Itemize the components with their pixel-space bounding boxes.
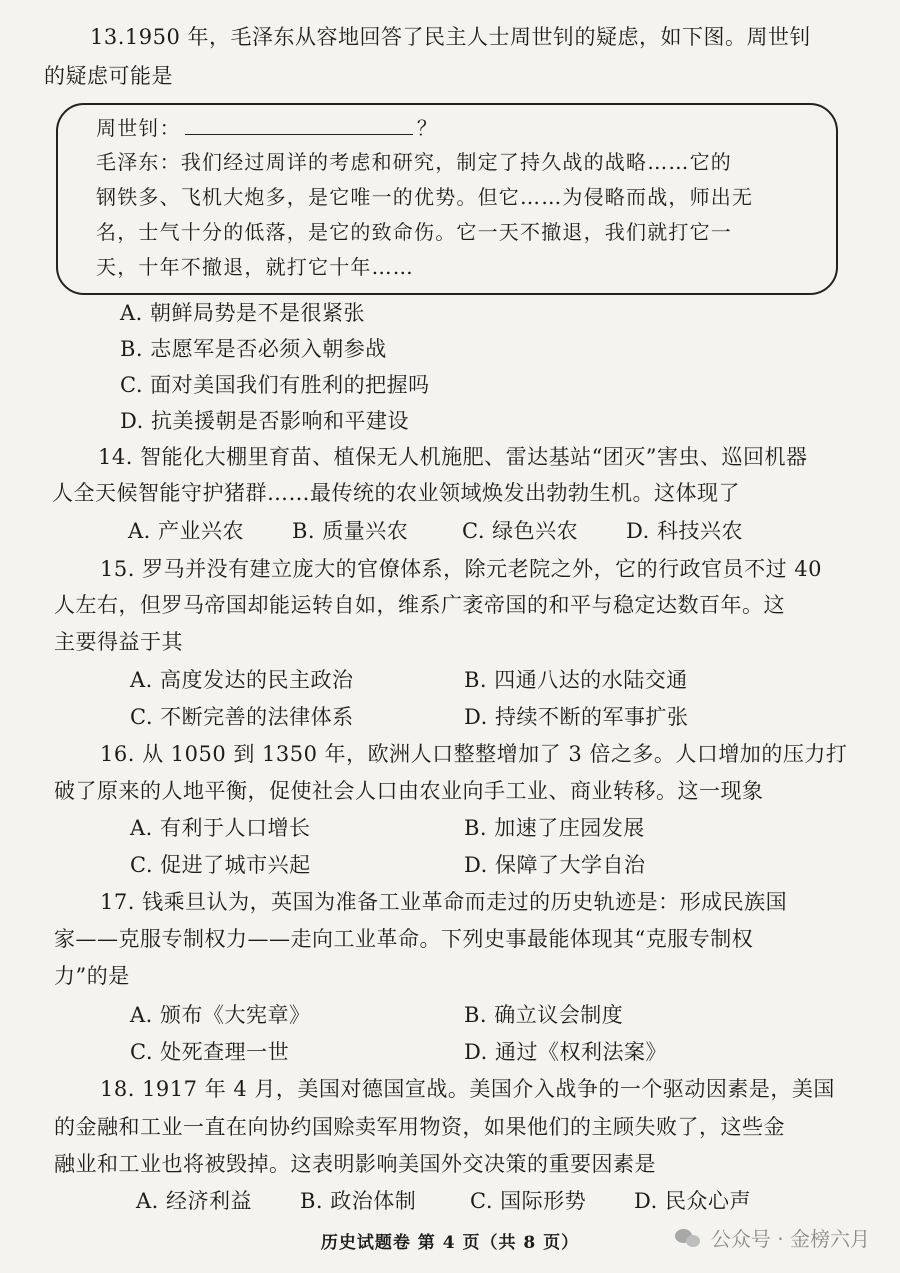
q13-option-c: C. 面对美国我们有胜利的把握吗 — [120, 373, 430, 397]
q13-stem-line2: 的疑虑可能是 — [44, 64, 173, 88]
q15-option-a: A. 高度发达的民主政治 — [130, 668, 354, 692]
watermark-text: 公众号 · 金榜六月 — [710, 1227, 870, 1251]
q14-option-d: D. 科技兴农 — [626, 519, 743, 543]
q13-option-a: A. 朝鲜局势是不是很紧张 — [120, 301, 366, 325]
q18-option-a: A. 经济利益 — [136, 1189, 253, 1213]
wechat-icon — [675, 1227, 703, 1249]
q13-dialog-box — [56, 103, 838, 295]
dialog-question-mark: ？ — [416, 116, 439, 140]
q14-stem-line2: 人全天候智能守护猪群……最传统的农业领域焕发出勃勃生机。这体现了 — [52, 481, 740, 505]
watermark — [675, 1223, 870, 1252]
q16-stem-line1: 16. 从 1050 到 1350 年，欧洲人口整整增加了 3 倍之多。人口增加的压力打 — [100, 742, 848, 766]
q13-stem-line1: 13.1950 年，毛泽东从容地回答了民主人士周世钊的疑虑，如下图。周世钊 — [90, 25, 812, 49]
q15-stem-line2: 人左右，但罗马帝国却能运转自如，维系广袤帝国的和平与稳定达数百年。这 — [54, 593, 785, 617]
q18-option-c: C. 国际形势 — [470, 1189, 587, 1213]
dialog-line-5: 天，十年不撤退，就打它十年…… — [96, 255, 414, 279]
q17-option-c: C. 处死查理一世 — [130, 1040, 290, 1064]
q13-option-d: D. 抗美援朝是否影响和平建设 — [120, 409, 409, 433]
q15-option-c: C. 不断完善的法律体系 — [130, 705, 354, 729]
q17-option-d: D. 通过《权利法案》 — [464, 1040, 667, 1064]
q17-stem-line1: 17. 钱乘旦认为，英国为准备工业革命而走过的历史轨迹是：形成民族国 — [100, 890, 788, 914]
q16-option-a: A. 有利于人口增长 — [130, 816, 311, 840]
q14-option-b: B. 质量兴农 — [292, 519, 409, 543]
q17-option-a: A. 颁布《大宪章》 — [130, 1003, 311, 1027]
q16-option-b: B. 加速了庄园发展 — [464, 816, 645, 840]
q17-stem-line2: 家——克服专制权力——走向工业革命。下列史事最能体现其“克服专制权 — [54, 927, 754, 951]
dialog-blank — [185, 114, 413, 135]
q16-stem-line2: 破了原来的人地平衡，促使社会人口由农业向手工业、商业转移。这一现象 — [54, 779, 764, 803]
q18-stem-line2: 的金融和工业一直在向协约国赊卖军用物资，如果他们的主顾失败了，这些金 — [54, 1115, 785, 1139]
q16-option-c: C. 促进了城市兴起 — [130, 853, 311, 877]
q14-option-c: C. 绿色兴农 — [462, 519, 579, 543]
q16-option-d: D. 保障了大学自治 — [464, 853, 646, 877]
dialog-line-4: 名，士气十分的低落，是它的致命伤。它一天不撤退，我们就打它一 — [96, 220, 732, 244]
q17-stem-line3: 力”的是 — [54, 964, 130, 988]
q15-stem-line1: 15. 罗马并没有建立庞大的官僚体系，除元老院之外，它的行政官员不过 40 — [100, 557, 822, 581]
q18-option-d: D. 民众心声 — [634, 1189, 751, 1213]
q15-option-d: D. 持续不断的军事扩张 — [464, 705, 689, 729]
page-footer: 历史试题卷 第 4 页（共 8 页） — [320, 1233, 580, 1253]
q15-stem-line3: 主要得益于其 — [54, 630, 183, 654]
dialog-line-1 — [96, 113, 438, 143]
q18-option-b: B. 政治体制 — [300, 1189, 417, 1213]
q14-stem-line1: 14. 智能化大棚里育苗、植保无人机施肥、雷达基站“团灭”害虫、巡回机器 — [98, 445, 808, 469]
q17-option-b: B. 确立议会制度 — [464, 1003, 624, 1027]
q13-option-b: B. 志愿军是否必须入朝参战 — [120, 337, 387, 361]
dialog-line-3: 钢铁多、飞机大炮多，是它唯一的优势。但它……为侵略而战，师出无 — [96, 185, 754, 209]
dialog-line-2: 毛泽东：我们经过周详的考虑和研究，制定了持久战的战略……它的 — [96, 150, 732, 174]
q18-stem-line3: 融业和工业也将被毁掉。这表明影响美国外交决策的重要因素是 — [54, 1152, 656, 1176]
q14-option-a: A. 产业兴农 — [128, 519, 245, 543]
q15-option-b: B. 四通八达的水陆交通 — [464, 668, 688, 692]
dialog-speaker-zhou: 周世钊： — [96, 116, 181, 140]
q18-stem-line1: 18. 1917 年 4 月，美国对德国宣战。美国介入战争的一个驱动因素是，美国 — [100, 1077, 835, 1101]
